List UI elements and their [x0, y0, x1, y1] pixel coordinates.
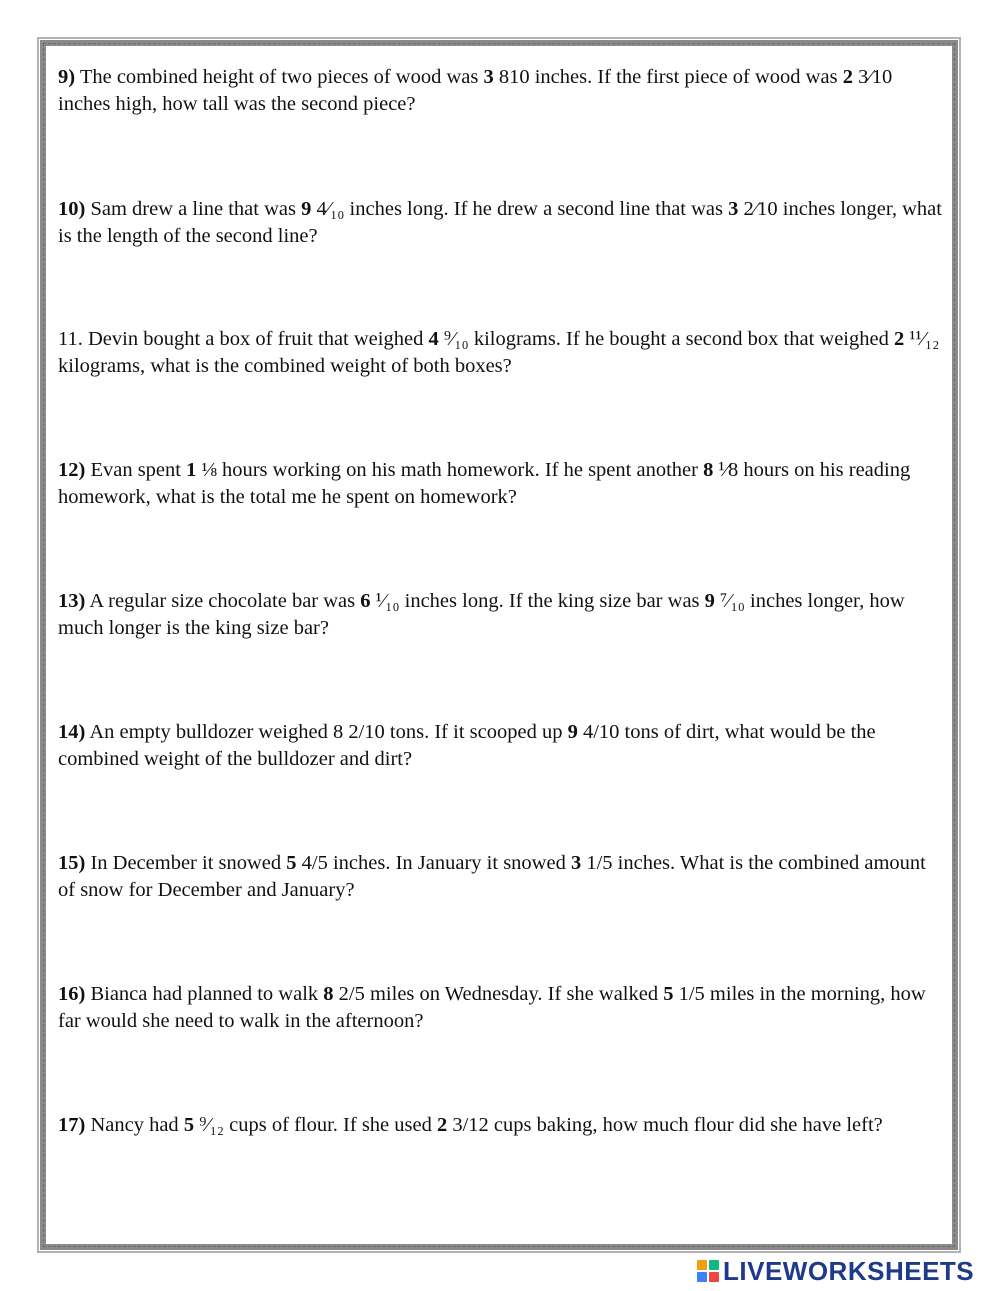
problem-13: 13) A regular size chocolate bar was 6 ¹⁄₁₀ inches long. If the king size bar was 9 ⁷⁄₁₀ inches longer, how much longer is the king size bar?: [58, 590, 905, 639]
problem-9: 9) The combined height of two pieces of wood was 3 810 inches. If the first piece of wood was 2 3⁄10 inches high, how tall was the second piece?: [58, 66, 893, 115]
problem-17: 17) Nancy had 5 ⁹⁄₁₂ cups of flour. If she used 2 3/12 cups baking, how much flour did she have left?: [58, 1114, 883, 1136]
problem-number: 15): [58, 852, 86, 874]
problem-number: 16): [58, 983, 86, 1005]
logo-tile: [697, 1272, 707, 1282]
problem-10: 10) Sam drew a line that was 9 4⁄₁₀ inches long. If he drew a second line that was 3 2⁄10 inches longer, what is the length of the second line?: [58, 198, 942, 247]
problem-number: 10): [58, 198, 86, 220]
logo-tile: [697, 1260, 707, 1270]
problem-number: 13): [58, 590, 86, 612]
problem-number: 14): [58, 721, 86, 743]
problem-16: 16) Bianca had planned to walk 8 2/5 miles on Wednesday. If she walked 5 1/5 miles in the morning, how far would she need to walk in the afternoon?: [58, 983, 926, 1032]
problem-number: 17): [58, 1114, 86, 1136]
logo-text: LIVEWORKSHEETS: [723, 1255, 975, 1286]
problem-15: 15) In December it snowed 5 4/5 inches. In January it snowed 3 1/5 inches. What is the combined amount of snow for December and January?: [58, 852, 926, 901]
logo-tile: [709, 1272, 719, 1282]
liveworksheets-logo-icon: [697, 1260, 719, 1282]
problem-11: 11. Devin bought a box of fruit that weighed 4 ⁹⁄₁₀ kilograms. If he bought a second box that weighed 2 ¹¹⁄₁₂ kilograms, what is the combined weight of both boxes?: [58, 328, 940, 377]
liveworksheets-logo[interactable]: [697, 1255, 975, 1286]
problem-14: 14) An empty bulldozer weighed 8 2/10 tons. If it scooped up 9 4/10 tons of dirt, what would be the combined weight of the bulldozer and dirt?: [58, 721, 876, 770]
worksheet-frame: [40, 40, 958, 1250]
problem-12: 12) Evan spent 1 ⅛ hours working on his math homework. If he spent another 8 ¹⁄8 hours on his reading homework, what is the total me he spent on homework?: [58, 459, 911, 508]
problem-number: 12): [58, 459, 86, 481]
problem-number: 9): [58, 66, 76, 88]
logo-tile: [709, 1260, 719, 1270]
